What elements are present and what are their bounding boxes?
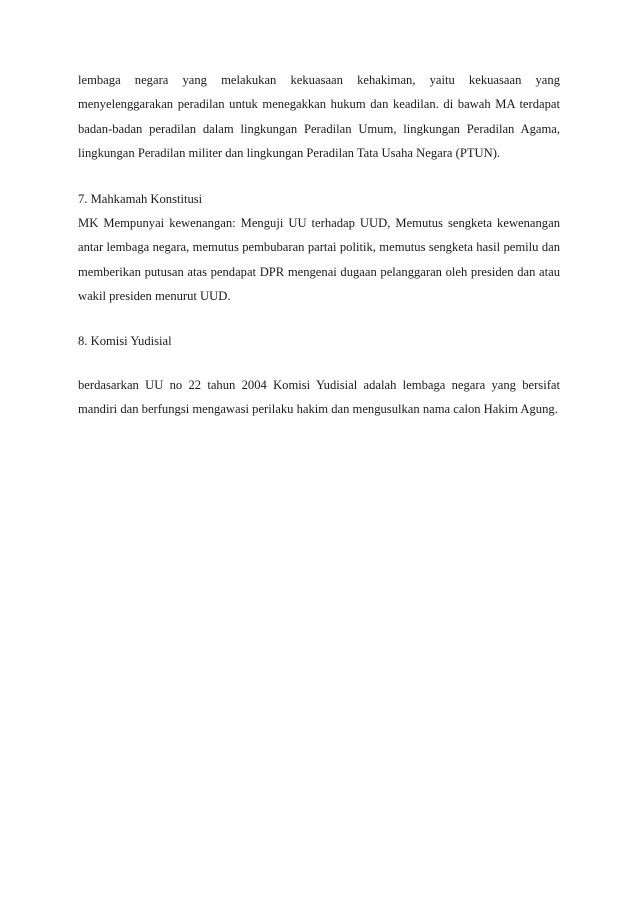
paragraph-spacer bbox=[78, 166, 560, 187]
intro-paragraph: lembaga negara yang melakukan kekuasaan kehakiman, yaitu kekuasaan yang menyelenggarakan peradilan untuk menegakkan hukum dan keadilan. di bawah MA terdapat badan-badan peradilan dalam lingkungan Peradilan Umum, lingkungan Peradilan Agama, lingkungan Peradilan militer dan lingkungan Peradilan Tata Usaha Negara (PTUN). bbox=[78, 73, 560, 161]
paragraph-spacer bbox=[78, 353, 560, 373]
paragraph-spacer bbox=[78, 309, 560, 329]
section-body-mahkamah-konstitusi: MK Mempunyai kewenangan: Menguji UU terhadap UUD, Memutus sengketa kewenangan antar lembaga negara, memutus pembubaran partai politik, memutus sengketa hasil pemilu dan memberikan putusan atas pendapat DPR mengenai dugaan pelanggaran oleh presiden dan atau wakil presiden menurut UUD. bbox=[78, 216, 560, 304]
page-content bbox=[78, 68, 560, 422]
section-body-komisi-yudisial: berdasarkan UU no 22 tahun 2004 Komisi Yudisial adalah lembaga negara yang bersifat mandiri dan berfungsi mengawasi perilaku hakim dan mengusulkan nama calon Hakim Agung. bbox=[78, 378, 560, 417]
section-heading-komisi-yudisial: 8. Komisi Yudisial bbox=[78, 333, 172, 348]
section-heading-mahkamah-konstitusi: 7. Mahkamah Konstitusi bbox=[78, 191, 203, 206]
